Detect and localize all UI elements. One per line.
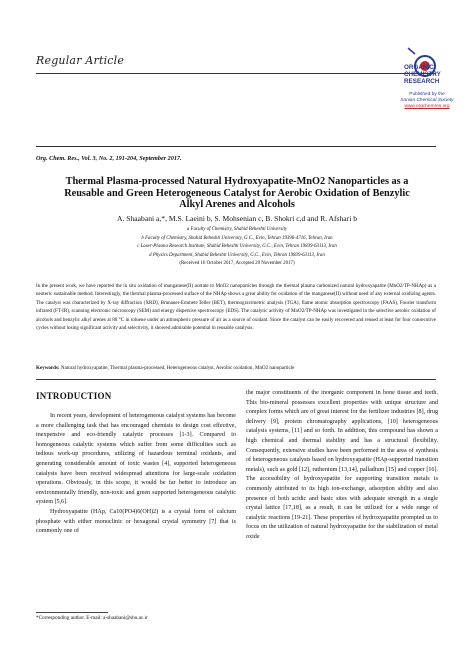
citation: Org. Chem. Res., Vol. 3, No. 2, 191-204, September 2017. [36, 155, 182, 162]
website-link[interactable]: www.orgchemres.org [404, 104, 450, 109]
publisher-info [392, 92, 462, 110]
received-dates: (Received 16 October 2017, Accepted 20 November 2017) [179, 261, 295, 267]
logo-line2: CHEMISTRY [404, 71, 441, 78]
paper-title [40, 176, 434, 211]
header-rule-bottom [36, 146, 436, 147]
affiliation: d Physics Department, Shahid Beheshti University, G.C., Evin, Tehran 19839-63113, Iran [149, 252, 325, 258]
keywords-label: Keywords: [36, 365, 60, 371]
section-heading-introduction: INTRODUCTION [36, 391, 112, 401]
published-by: Published by the [409, 92, 445, 97]
affiliation: b Faculty of Chemistry, Shahid Beheshti University, G.C., Evin, Tehran 19396-4716, Tehran, Iran [141, 235, 333, 241]
affiliations [60, 226, 414, 269]
title-line: Alkyl Arenes and Alcohols [179, 199, 295, 210]
authors: A. Shaabani a,*, M.S. Laeini b, S. Mohsenian c, B. Shokri c,d and R. Afshari b [116, 214, 358, 223]
abstract-rule [36, 379, 436, 380]
journal-logo [370, 46, 441, 126]
logo-line3: RESEARCH [404, 78, 440, 85]
footnote-rule [36, 612, 108, 613]
paragraph: Hydroxyapatite (HAp, Ca10(PO4)6(OH)2) is a crystal form of calcium phosphate with either monoclinic or hexagonal crystal symmetry [7] that is commonly one of [36, 508, 236, 535]
body-column-right [246, 389, 438, 543]
section-label: Regular Article [36, 54, 125, 67]
abstract: In the present work, we have reported the in situ oxidation of manganese(II) acetate to MnO2 nanoparticles through the thermal plasma carbonized natural hydroxyapatite (MnO2/TP-NHAp) as a neoteric sustainable method. Interestingly, the thermal plasma-processed surface of the NHAp shows a great ability for oxidation of the manganese(II) without need of any external oxidizing agents. The catalyst was characterized by X-ray diffraction (XRD), Brunauer-Emmett-Teller (BET), thermogravimetric analysis (TGA), flame atomic absorption spectroscopy (FAAS), Fourier transform infrared (FT-IR), scanning electronic microscopy (SEM) and energy dispersive spectroscopy (EDS). The catalytic activity of MnO2/TP-NHAp was investigated in the selective aerobic oxidation of alcohols and benzylic alkyl arenes at 80 °C in toluene under an atmospheric pressure of air as a source of oxidant. Since the catalyst can be easily recovered and reused at least for four consecutive cycles without losing significant activity and selectivity, it showed admirable potential in reusable catalysis. [36, 283, 436, 332]
title-line: Thermal Plasma-processed Natural Hydroxyapatite-MnO2 Nanoparticles as a [65, 176, 409, 187]
keywords [36, 364, 436, 372]
paragraph: the major constituents of the inorganic component in bone tissue and teeth. This bio-mineral possesses excellent properties with unique structure and complex forms which are of great interest for the fertilizer industries [8], drug delivery [9], protein chromatography applications, [10] heterogeneous catalysis systems, [11] and so forth. In addition, this compound has shown a high chemical and thermal stability and has a structural flexibility. Consequently, extensive studies have been performed in the area of synthesis of heterogeneous catalysts based on hydroxyapatite (HAp-supported transition metals), such as gold [12], ruthenium [13,14], palladium [15] and copper [16]. The accessibility of hydroxyapatite for supporting transition metals is commonly attributed to its high ion-exchange, adsorption ability and also presence of both acidic and basic sites with adequate strength in a single crystal lattice [17,18], as a result, it can be utilized for a wide range of catalytic reactions [19-21]. These properties of hydroxyapatite prompted us to focus on the utilization of natural hydroxyapatite for the stabilization of metal oxide [246, 390, 438, 540]
society-name: Iranian Chemical Society [400, 98, 454, 103]
affiliation: a Faculty of Chemistry, Shahid Beheshti University [186, 227, 288, 232]
corresponding-author-footnote: *Corresponding author. E-mail: a-shaabani@sbu.ac.ir [36, 615, 148, 621]
affiliation: c Laser-Plasma Research Institute, Shahid Beheshti University, G.C., Evin, Tehran 19839-63113, Iran [137, 244, 337, 250]
logo-line1: ORGANIC [404, 64, 434, 71]
paragraph: In recent years, development of heterogeneous catalyst systems has become a more challenging task that has encouraged chemists to design cost effective, inexpensive and eco-friendly catalytic processes [1-3]. Compared to homogeneous catalytic systems which suffer from some difficulties such as tedious work-up procedures, utilizing of hazardous terminal oxidants, and generating considerable amount of toxic wastes [4], supported heterogeneous catalysts have been received widespread attentions for large-scale oxidation operations. Obviously, in this scope, it would be far better to introduce an environmentally friendly, non-toxic and green supported heterogeneous catalytic system [5,6]. [36, 413, 236, 506]
title-line: Reusable and Green Heterogeneous Catalyst for Aerobic Oxidation of Benzylic [64, 187, 410, 199]
keywords-text: Natural hydroxyapatite, Thermal plasma-processed, Heterogeneous catalyst, Aerobic oxidation, MnO2 nanoparticle [60, 365, 295, 371]
body-column-left [36, 412, 236, 537]
